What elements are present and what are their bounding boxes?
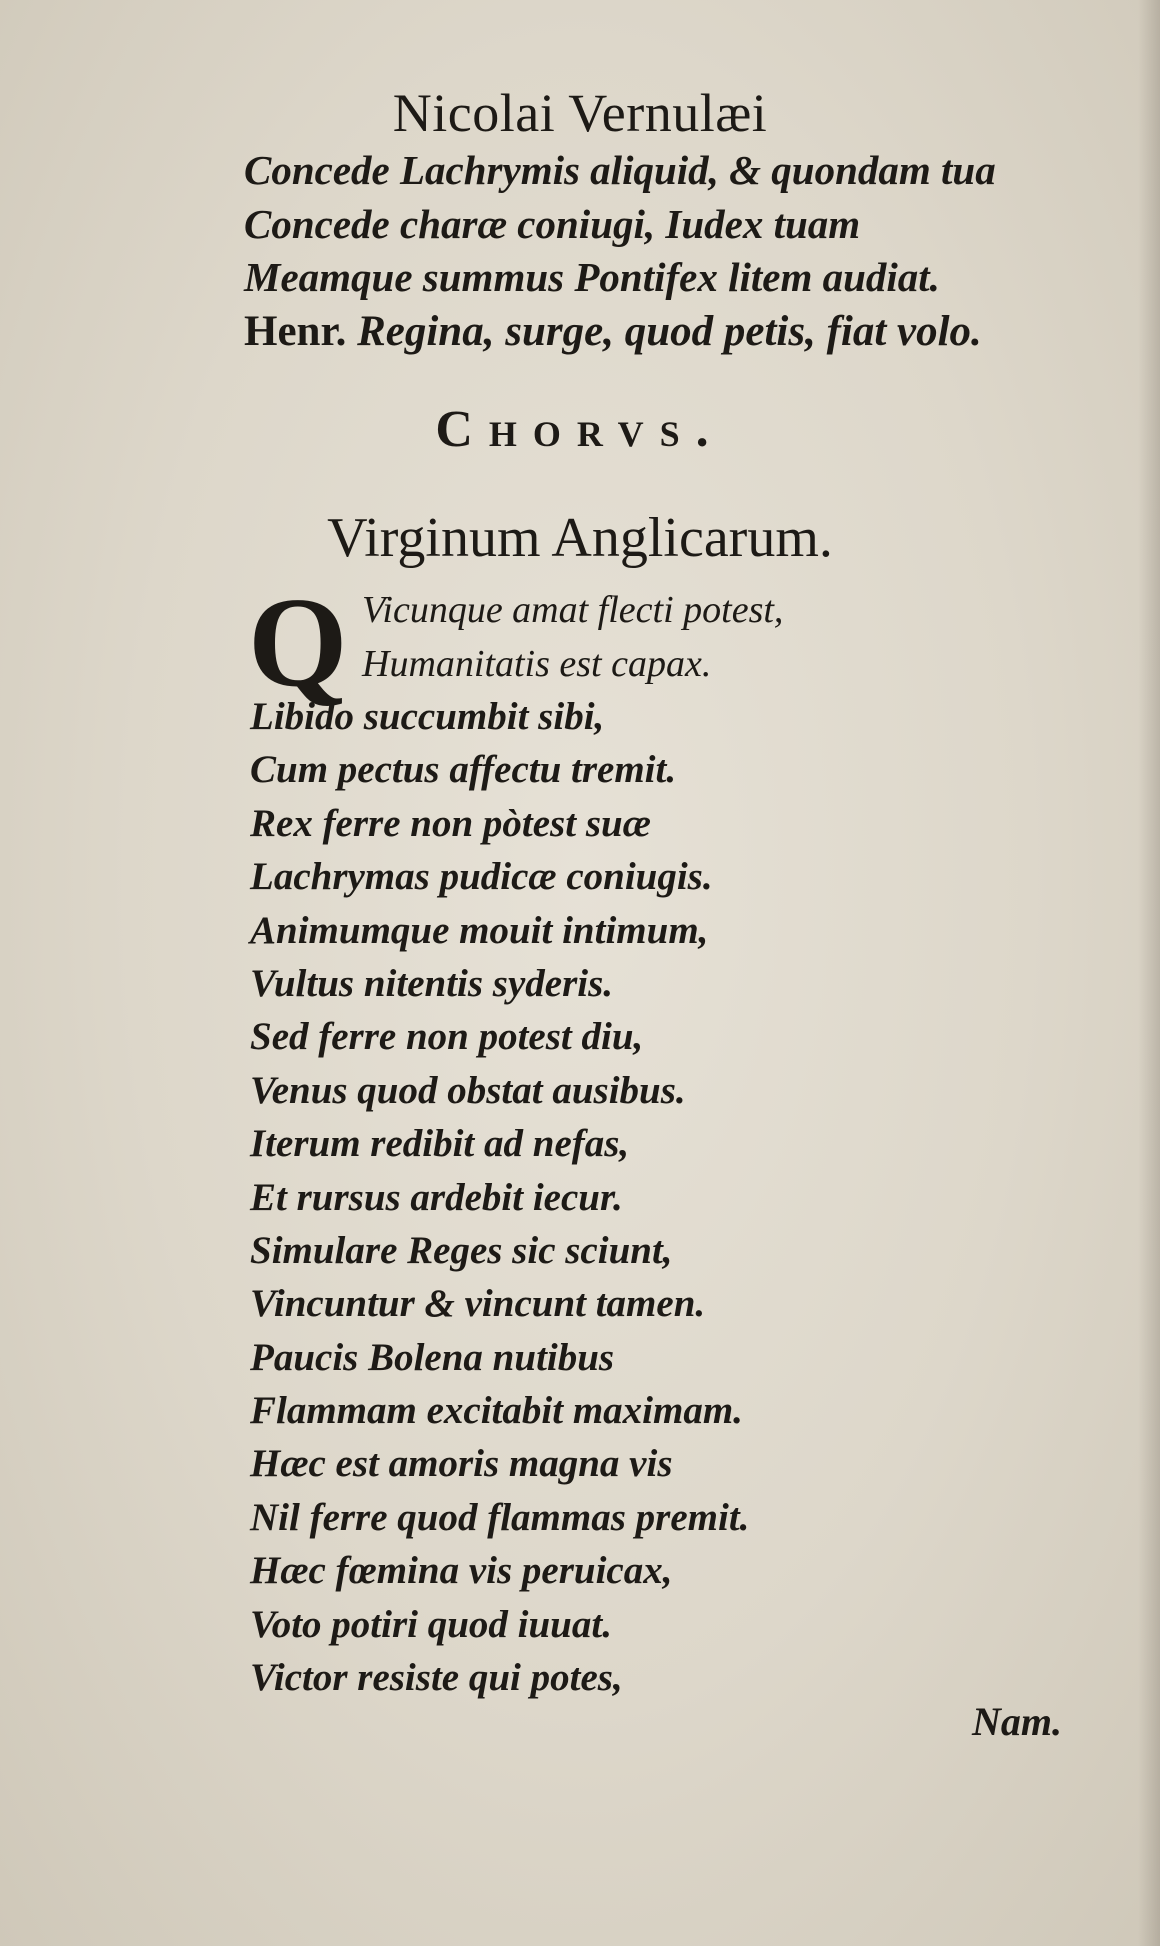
poem-line: Vicunque amat flecti potest, [362,589,784,631]
poem-line: Vincuntur & vincunt tamen. [250,1282,706,1326]
poem-line: Hæc fœmina vis peruicax, [250,1549,673,1593]
speaker-line [244,305,996,359]
poem-body [250,690,749,1704]
poem-line: Voto potiri quod iuuat. [250,1602,612,1646]
speech-line: Meamque summus Pontifex litem audiat. [244,254,940,300]
poem-line: Vultus nitentis syderis. [250,961,614,1005]
speaker-text: Regina, surge, quod petis, fiat volo. [357,307,982,355]
running-head: Nicolai Vernulæi [392,83,768,143]
poem-line: Flammam excitabit maximam. [250,1389,743,1433]
poem-line: Simulare Reges sic sciunt, [250,1228,673,1272]
poem-line: Hæc est amoris magna vis [250,1442,673,1486]
poem-line: Rex ferre non pòtest suæ [250,801,651,845]
drop-cap: Q [248,571,348,713]
chorus-subheading: Virginum Anglicarum. [327,507,833,569]
poem-opening [362,584,783,691]
poem-line: Iterum redibit ad nefas, [250,1122,630,1166]
poem-line: Animumque mouit intimum, [250,908,709,952]
poem-line: Cum pectus affectu tremit. [250,748,677,792]
speaker-name: Henr. [244,307,347,355]
page-edge-shadow [1138,0,1160,1946]
poem-line: Paucis Bolena nutibus [250,1335,615,1379]
poem-line: Sed ferre non potest diu, [250,1015,644,1059]
chorus-heading: Chorvs. [435,401,725,458]
poem-line: Lachrymas pudicæ coniugis. [250,855,713,899]
poem-line: Venus quod obstat ausibus. [250,1068,686,1112]
poem-line: Et rursus ardebit iecur. [250,1175,623,1219]
poem-line: Nil ferre quod flammas premit. [250,1495,750,1539]
catchword: Nam. [972,1699,1062,1744]
speech-line: Concede Lachrymis aliquid, & quondam tua [244,147,996,193]
poem-line: Humanitatis est capax. [362,642,712,685]
poem-line: Libido succumbit sibi, [250,695,605,738]
speech-block [244,144,996,358]
speech-line: Concede charæ coniugi, Iudex tuam [244,200,861,247]
poem-line: Victor resiste qui potes, [250,1656,623,1700]
